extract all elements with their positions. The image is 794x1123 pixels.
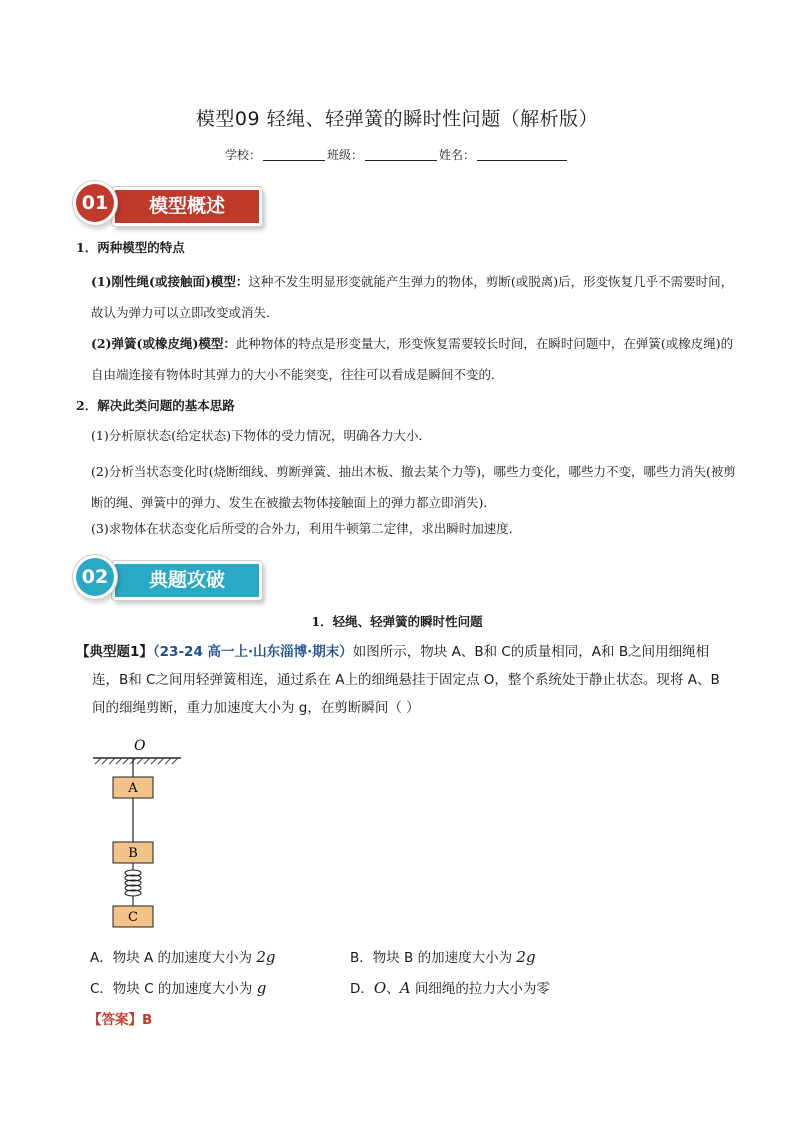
student-info-line <box>0 146 794 163</box>
paragraph-text: 这种不发生明显形变就能产生弹力的物体，剪断(或脱离)后，形变恢复几乎不需要时间，故认为弹力可以立即改变或消失． <box>91 274 734 320</box>
ceiling-hatch <box>95 758 178 764</box>
section-02-badge <box>76 558 266 598</box>
option-d-prefix: D． <box>350 981 374 997</box>
paragraph-text: 此种物体的特点是形变量大，形变恢复需要较长时间，在瞬时问题中，在弹簧(或橡皮绳)的自由端连接有物体时其弹力的大小不能突变，往往可以看成是瞬间不变的． <box>91 336 734 382</box>
hanging-blocks-figure <box>90 736 190 936</box>
class-blank <box>365 148 437 161</box>
problem-source: （23-24 高一上·山东淄博·期末） <box>152 644 353 660</box>
option-d-math-o: O <box>373 979 387 997</box>
point-o-label: O <box>134 738 146 754</box>
option-b-text: B．物块 B 的加速度大小为 <box>350 950 517 966</box>
answer-value: B <box>142 1012 153 1028</box>
option-b-math: 2g <box>516 948 536 966</box>
spring <box>125 863 141 906</box>
problem-line-1 <box>76 638 746 666</box>
option-d-sep: 、 <box>386 981 400 997</box>
name-label: 姓名： <box>439 148 476 162</box>
option-d[interactable] <box>350 977 550 997</box>
option-a-math: 2g <box>256 948 276 966</box>
paragraph-rigid-rope <box>76 266 741 328</box>
paragraph-label: (2)弹簧(或橡皮绳)模型： <box>91 336 236 351</box>
paragraph-spring <box>76 328 741 390</box>
option-a-text: A．物块 A 的加速度大小为 <box>90 950 257 966</box>
problem-line-3: 间的细绳剪断，重力加速度大小为 g，在剪断瞬间（ ） <box>92 700 420 716</box>
answer-line <box>88 1008 152 1028</box>
block-b-label: B <box>128 846 138 861</box>
answer-label: 【答案】 <box>88 1012 142 1028</box>
section-title: 模型概述 <box>112 187 262 226</box>
step-1: (1)分析原状态(给定状态)下物体的受力情况，明确各力大小． <box>91 428 431 443</box>
class-label: 班级： <box>326 148 363 162</box>
name-blank <box>477 148 567 161</box>
problem-line-2: 连，B和 C之间用轻弹簧相连，通过系在 A上的细绳悬挂于固定点 O，整个系统处于静止状态。现将 A、B <box>92 672 720 688</box>
paragraph-label: (1)刚性绳(或接触面)模型： <box>91 274 249 289</box>
page-title: 模型09 轻绳、轻弹簧的瞬时性问题（解析版） <box>195 108 599 130</box>
heading-model-features: 1．两种模型的特点 <box>76 240 185 255</box>
problem-tag: 【典型题1】 <box>76 644 153 660</box>
option-a[interactable] <box>90 946 276 966</box>
problem-text: 如图所示，物块 A、B和 C的质量相同，A和 B之间用细绳相 <box>352 644 710 660</box>
option-d-text: 间细绳的拉力大小为零 <box>410 981 550 997</box>
block-c-label: C <box>128 910 138 925</box>
option-b[interactable] <box>350 946 536 966</box>
option-c-math: g <box>256 979 267 997</box>
option-d-math-a: A <box>399 979 411 997</box>
step-3: (3)求物体在状态变化后所受的合外力，利用牛顿第二定律，求出瞬时加速度． <box>91 521 522 536</box>
option-c-text: C．物块 C 的加速度大小为 <box>90 981 257 997</box>
section-01-badge <box>76 184 266 224</box>
subheading-instantaneous: 1．轻绳、轻弹簧的瞬时性问题 <box>311 614 483 629</box>
section-number: 02 <box>76 558 114 596</box>
heading-basic-approach: 2．解决此类问题的基本思路 <box>76 398 235 413</box>
problem-statement <box>76 638 746 722</box>
option-c[interactable] <box>90 977 266 997</box>
school-label: 学校： <box>224 148 261 162</box>
school-blank <box>263 148 325 161</box>
section-number: 01 <box>76 184 114 222</box>
block-a-label: A <box>128 781 138 796</box>
section-title: 典题攻破 <box>112 561 262 600</box>
step-2: (2)分析当状态变化时(烧断细线、剪断弹簧、抽出木板、撤去某个力等)，哪些力变化，哪些力不变，哪些力消失(被剪断的绳、弹簧中的弹力、发生在被撤去物体接触面上的弹力都立即消失)． <box>91 464 736 510</box>
